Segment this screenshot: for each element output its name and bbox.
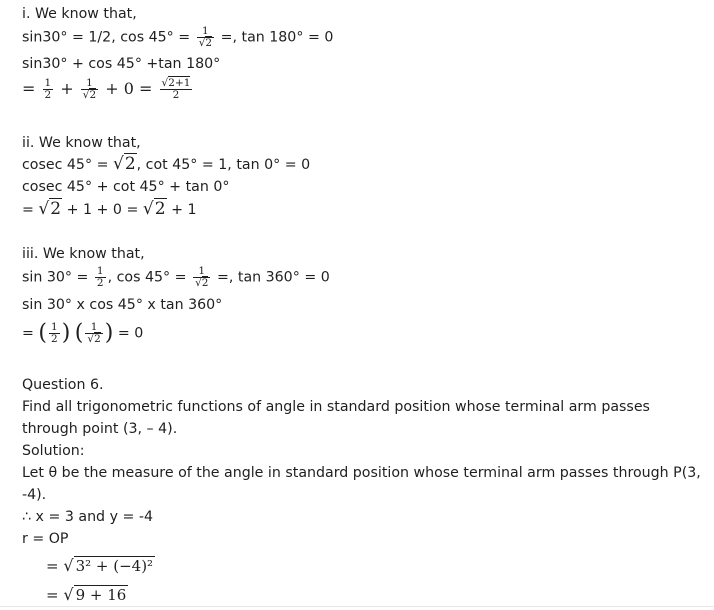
close-paren: ) [104, 320, 114, 346]
frac-denominator: √2 [198, 37, 213, 49]
part-iii-l3-text-a: = [22, 325, 34, 342]
part-ii-line-2: cosec 45° + cot 45° + tan 0° [22, 179, 230, 195]
frac-denominator: 2 [44, 89, 52, 101]
question-text-1: Find all trigonometric functions of angle in standard position whose terminal arm passes [22, 399, 650, 415]
solution-equation-2 [46, 585, 128, 604]
part-i-line-2: sin30° + cos 45° +tan 180° [22, 56, 221, 72]
solution-line-1: Let θ be the measure of the angle in standard position whose terminal arm passes through P(3, [22, 465, 701, 481]
part-ii-l1-text-a: cosec 45° = [22, 157, 109, 173]
open-paren: ( [74, 320, 84, 346]
solution-line-2: -4). [22, 487, 47, 503]
eq2-sign: = [46, 586, 59, 604]
part-i-l3-frac-1 [43, 78, 54, 101]
part-ii-l3-sqrt-2: √2 [142, 199, 166, 219]
sqrt-radicand: 2 [154, 199, 166, 219]
eq1-sqrt: √ 3² + (−4)² [63, 556, 154, 575]
part-ii-l3-text-a: = [22, 202, 34, 218]
solution-line-3: ∴ x = 3 and y = -4 [22, 509, 154, 525]
frac-denominator: 2 [96, 277, 104, 289]
frac-denominator-radicand: 2 [94, 333, 101, 345]
sqrt-radicand: 3² + (−4)² [75, 557, 154, 575]
frac-denominator: 2 [172, 89, 180, 101]
part-iii-line-1 [22, 266, 330, 289]
frac-numerator: 1 [81, 78, 98, 90]
frac-denominator: √2 [87, 333, 101, 345]
frac-numerator: 1 [193, 266, 210, 278]
part-i-l3-eq: = [22, 79, 36, 98]
solution-equation-1 [46, 556, 155, 575]
frac-denominator: 2 [51, 333, 58, 345]
part-iii-l3-frac-2 [85, 322, 102, 345]
part-i-heading: i. We know that, [22, 6, 137, 22]
part-i-l1-fraction [197, 26, 214, 49]
part-iii-line-2: sin 30° x cos 45° x tan 360° [22, 297, 223, 313]
close-paren: ) [61, 320, 71, 346]
part-iii-l3-frac-1 [49, 322, 60, 345]
part-i-l3-frac-2 [81, 78, 98, 101]
frac-numerator-radicand: 2+1 [168, 77, 191, 89]
frac-denominator-radicand: 2 [205, 37, 213, 49]
solution-label: Solution: [22, 443, 85, 459]
part-iii-l1-text-a: sin 30° = [22, 269, 89, 286]
part-i-line-3 [22, 78, 194, 101]
frac-numerator: 1 [85, 322, 102, 334]
eq2-sqrt: √ 9 + 16 [63, 585, 127, 604]
frac-numerator: 1 [44, 77, 52, 89]
frac-numerator: 1 [51, 321, 58, 333]
part-i-l1-text-b: =, tan 180° = 0 [220, 29, 334, 46]
frac-denominator-radicand: 2 [201, 277, 209, 289]
page-divider [0, 606, 714, 607]
frac-numerator: 1 [197, 26, 214, 38]
part-iii-l1-text-c: =, tan 360° = 0 [216, 269, 330, 286]
part-iii-l1-frac-2 [193, 266, 210, 289]
part-iii-l1-frac-1 [95, 266, 106, 289]
solution-line-4: r = OP [22, 531, 69, 547]
part-i-l1-text-a: sin30° = 1/2, cos 45° = [22, 29, 191, 46]
part-i-l3-mid: + 0 = [105, 79, 153, 98]
part-iii-l1-text-b: , cos 45° = [107, 269, 187, 286]
part-iii-line-3 [22, 322, 143, 345]
part-i-l3-frac-3 [160, 78, 193, 101]
part-ii-heading: ii. We know that, [22, 135, 141, 151]
eq1-sign: = [46, 557, 59, 575]
frac-denominator: √2 [195, 277, 209, 289]
sqrt-radicand: 9 + 16 [75, 586, 127, 604]
question-title: Question 6. [22, 377, 104, 393]
part-i-l3-plus: + [60, 79, 74, 98]
frac-numerator: √2+1 [161, 77, 191, 89]
frac-denominator: √2 [82, 89, 97, 101]
sqrt-radicand: 2 [124, 154, 136, 174]
frac-denominator-radicand: 2 [89, 89, 97, 101]
part-i-line-1 [22, 26, 333, 49]
sqrt-radicand: 2 [50, 199, 62, 219]
part-ii-l1-text-b: , cot 45° = 1, tan 0° = 0 [136, 157, 311, 173]
open-paren: ( [38, 320, 47, 346]
part-ii-l1-sqrt: √2 [112, 154, 136, 174]
part-ii-line-1 [22, 154, 310, 175]
question-text-2: through point (3, – 4). [22, 421, 178, 437]
part-ii-l3-text-b: + 1 + 0 = [66, 202, 139, 218]
part-iii-heading: iii. We know that, [22, 246, 145, 262]
part-ii-line-3 [22, 199, 197, 220]
part-ii-l3-text-c: + 1 [171, 202, 197, 218]
frac-numerator: 1 [96, 265, 104, 277]
part-iii-l3-text-b: = 0 [117, 325, 144, 342]
part-ii-l3-sqrt-1: √2 [38, 199, 62, 219]
